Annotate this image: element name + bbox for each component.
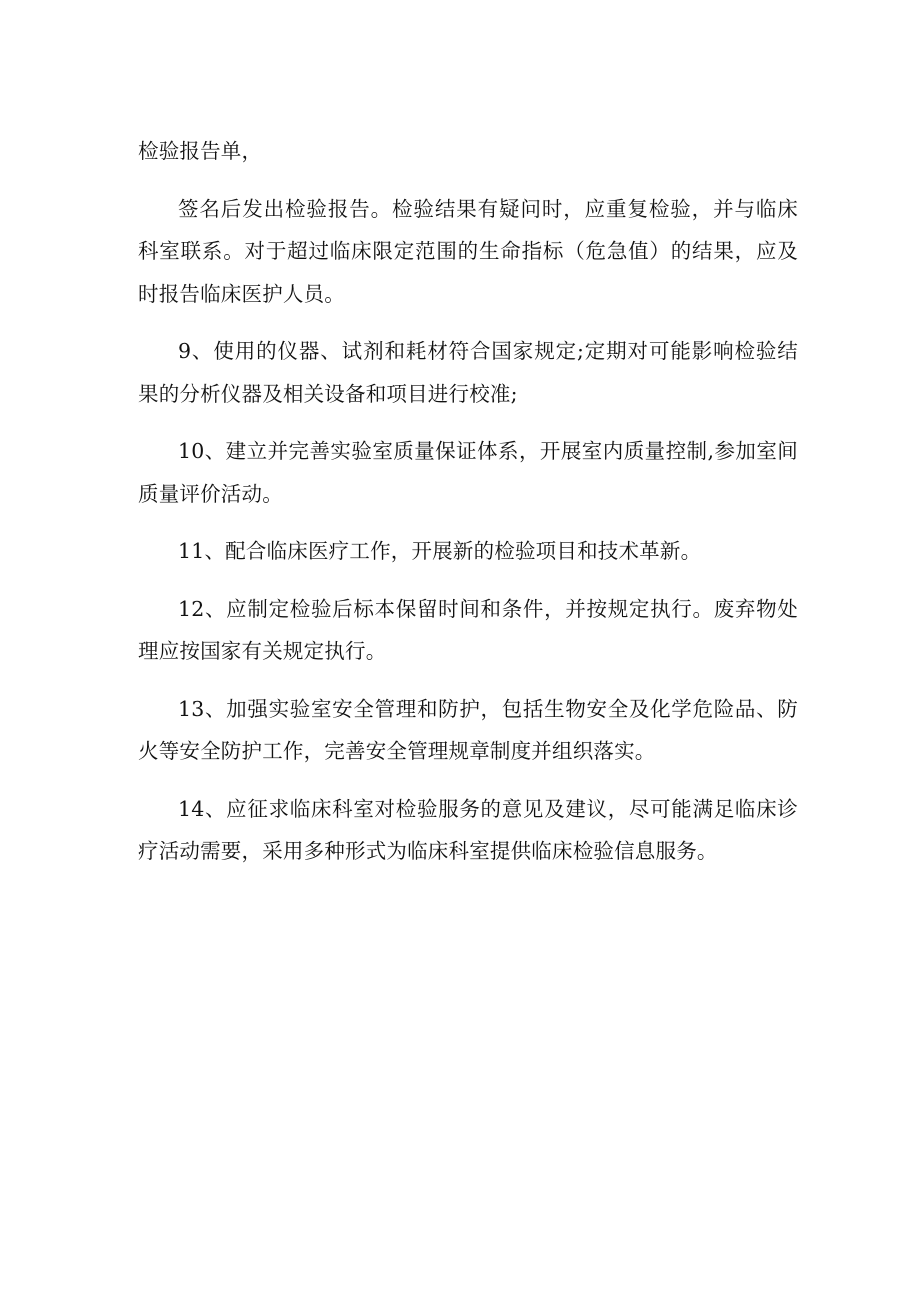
paragraph-item-11: 11、配合临床医疗工作，开展新的检验项目和技术革新。 <box>178 539 702 563</box>
paragraph-item-13: 13、加强实验室安全管理和防护，包括生物安全及化学危险品、防火等安全防护工作，完善安全管理规章制度并组织落实。 <box>138 696 798 763</box>
document-body <box>138 130 798 888</box>
paragraph-item-12: 12、应制定检验后标本保留时间和条件，并按规定执行。废弃物处理应按国家有关规定执行。 <box>138 596 798 663</box>
paragraph-item-10: 10、建立并完善实验室质量保证体系，开展室内质量控制,参加室间质量评价活动。 <box>138 439 798 506</box>
paragraph-item-14: 14、应征求临床科室对检验服务的意见及建议，尽可能满足临床诊疗活动需要，采用多种形式为临床科室提供临床检验信息服务。 <box>138 796 798 863</box>
paragraph-report-continuation: 检验报告单， <box>138 139 263 163</box>
paragraph-report-signature: 签名后发出检验报告。检验结果有疑问时，应重复检验，并与临床科室联系。对于超过临床限定范围的生命指标（危急值）的结果，应及时报告临床医护人员。 <box>138 196 798 306</box>
paragraph-item-9: 9、使用的仪器、试剂和耗材符合国家规定;定期对可能影响检验结果的分析仪器及相关设备和项目进行校准; <box>138 339 798 406</box>
